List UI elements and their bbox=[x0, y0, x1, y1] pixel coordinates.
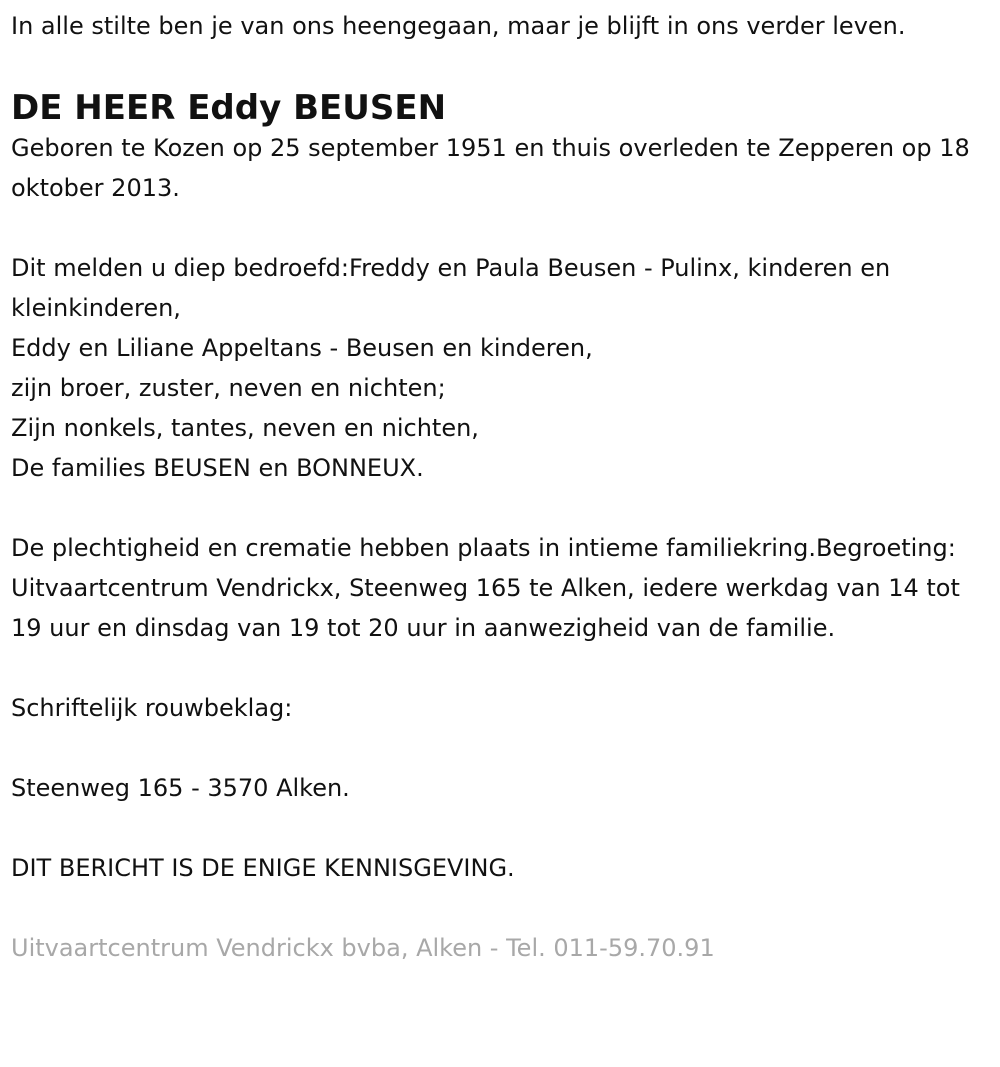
spacer bbox=[11, 488, 986, 528]
ceremony-text: De plechtigheid en crematie hebben plaats in intieme familiekring.Begroeting: Uitvaartcentrum Vendrickx, Steenweg 165 te Alken, iedere werkdag van 14 tot 19 uur en dinsdag van 19 tot 20 uur in aanwezigheid van de familie. bbox=[11, 534, 968, 642]
spacer bbox=[11, 728, 986, 768]
mourners-line: De families BEUSEN en BONNEUX. bbox=[11, 454, 424, 482]
intro-text: In alle stilte ben je van ons heengegaan, maar je blijft in ons verder leven. bbox=[11, 12, 906, 40]
condolences-address: Steenweg 165 - 3570 Alken. bbox=[11, 774, 350, 802]
mourners-line: Eddy en Liliane Appeltans - Beusen en kinderen, bbox=[11, 334, 593, 362]
spacer bbox=[11, 808, 986, 848]
spacer bbox=[11, 648, 986, 688]
mourners-line: Dit melden u diep bedroefd:Freddy en Paula Beusen - Pulinx, kinderen en kleinkinderen, bbox=[11, 254, 898, 322]
notice-text: DIT BERICHT IS DE ENIGE KENNISGEVING. bbox=[11, 854, 515, 882]
birth-death-text: Geboren te Kozen op 25 september 1951 en thuis overleden te Zepperen op 18 oktober 2013. bbox=[11, 134, 978, 202]
mourners-list bbox=[11, 248, 986, 488]
deceased-name: DE HEER Eddy BEUSEN bbox=[11, 88, 447, 128]
spacer bbox=[11, 208, 986, 248]
mourners-line: Zijn nonkels, tantes, neven en nichten, bbox=[11, 414, 479, 442]
obituary-notice bbox=[11, 0, 986, 968]
mourners-line: zijn broer, zuster, neven en nichten; bbox=[11, 374, 446, 402]
funeral-home-footer: Uitvaartcentrum Vendrickx bvba, Alken - Tel. 011-59.70.91 bbox=[11, 934, 715, 962]
condolences-label: Schriftelijk rouwbeklag: bbox=[11, 694, 293, 722]
spacer bbox=[11, 888, 986, 928]
